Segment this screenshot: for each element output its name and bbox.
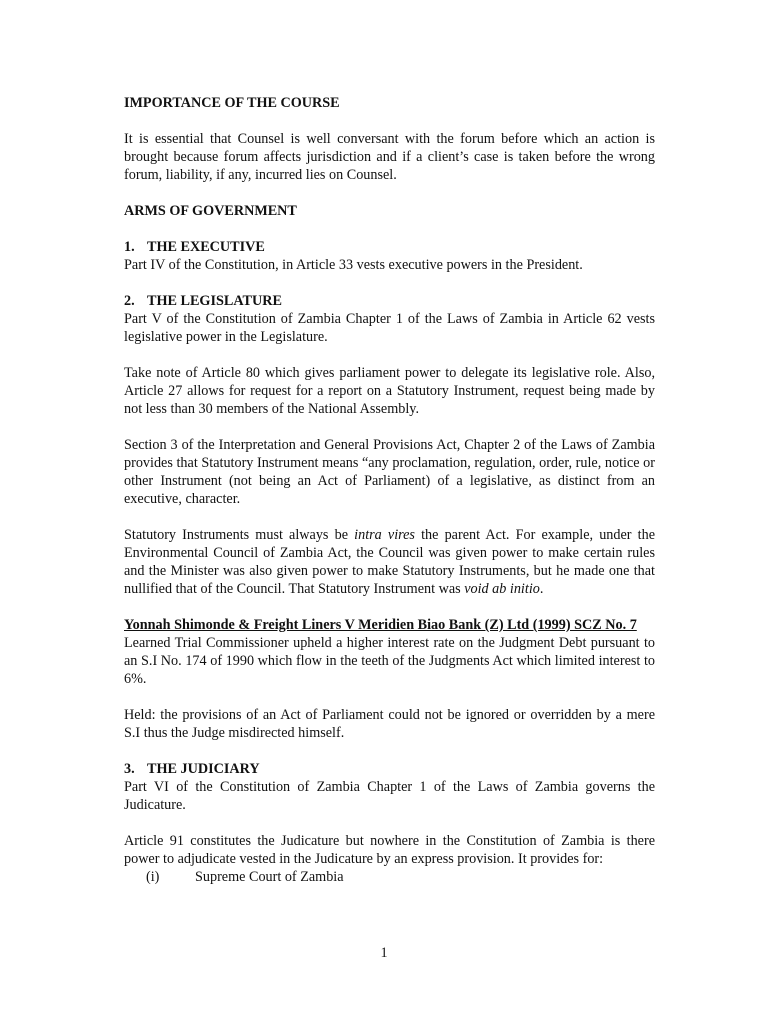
section-number: 2.: [124, 293, 135, 309]
document-page: [124, 94, 655, 886]
case-title: Yonnah Shimonde & Freight Liners V Meridien Biao Bank (Z) Ltd (1999) SCZ No. 7: [124, 617, 637, 633]
paragraph-importance: It is essential that Counsel is well conversant with the forum before which an action is brought because forum affects jurisdiction and if a client’s case is taken before the wrong forum, liability, if any, incurred lies on Counsel.: [124, 131, 655, 183]
text-run: Statutory Instruments must always be: [124, 527, 355, 543]
paragraph-legislature: Part V of the Constitution of Zambia Chapter 1 of the Laws of Zambia in Article 62 vests legislative power in the Legislature.: [124, 311, 655, 345]
italic-term: intra vires: [354, 527, 415, 543]
paragraph-intra-vires: [124, 526, 655, 598]
paragraph-held: Held: the provisions of an Act of Parliament could not be ignored or overridden by a mere S.I thus the Judge misdirected himself.: [124, 707, 655, 741]
section-number: 3.: [124, 761, 135, 777]
list-item: [146, 868, 655, 886]
section-number: 1.: [124, 239, 135, 255]
heading-judiciary: [124, 760, 655, 778]
heading-legislature: [124, 292, 655, 310]
page-number: 1: [380, 945, 388, 961]
section-title: THE EXECUTIVE: [147, 239, 265, 255]
paragraph-section-3: Section 3 of the Interpretation and General Provisions Act, Chapter 2 of the Laws of Zambia provides that Statutory Instrument means “any proclamation, regulation, order, rule, notice or other Instrument (not being an Act of Parliament) of a legislative, as distinct from an executive, character.: [124, 437, 655, 507]
text-run: the parent Act. For example, under the Environmental Council of Zambia Act, the Council was given power to make certain rules and the Minister was also given power to make Statutory Instruments, but he made one that nullified that of the Council. That Statutory Instrument was: [124, 527, 655, 597]
paragraph-case: Learned Trial Commissioner upheld a higher interest rate on the Judgment Debt pursuant to an S.I No. 174 of 1990 which flow in the teeth of the Judgments Act which limited interest to 6%.: [124, 635, 655, 687]
list-marker: (i): [146, 869, 160, 885]
text-run: .: [539, 581, 544, 597]
italic-term: void ab initio: [464, 581, 540, 597]
heading-executive: [124, 238, 655, 256]
list-item-text: Supreme Court of Zambia: [195, 869, 344, 885]
heading-arms-of-government: ARMS OF GOVERNMENT: [124, 203, 297, 219]
section-title: THE JUDICIARY: [147, 761, 260, 777]
section-title: THE LEGISLATURE: [147, 293, 282, 309]
paragraph-article-91: Article 91 constitutes the Judicature but nowhere in the Constitution of Zambia is there power to adjudicate vested in the Judicature by an express provision. It provides for:: [124, 833, 655, 867]
paragraph-article-80: Take note of Article 80 which gives parliament power to delegate its legislative role. Also, Article 27 allows for request for a report on a Statutory Instrument, request being made by not less than 30 members of the National Assembly.: [124, 365, 655, 417]
heading-importance: IMPORTANCE OF THE COURSE: [124, 95, 340, 111]
paragraph-executive: Part IV of the Constitution, in Article 33 vests executive powers in the President.: [124, 257, 583, 273]
paragraph-judiciary: Part VI of the Constitution of Zambia Chapter 1 of the Laws of Zambia governs the Judicature.: [124, 779, 655, 813]
